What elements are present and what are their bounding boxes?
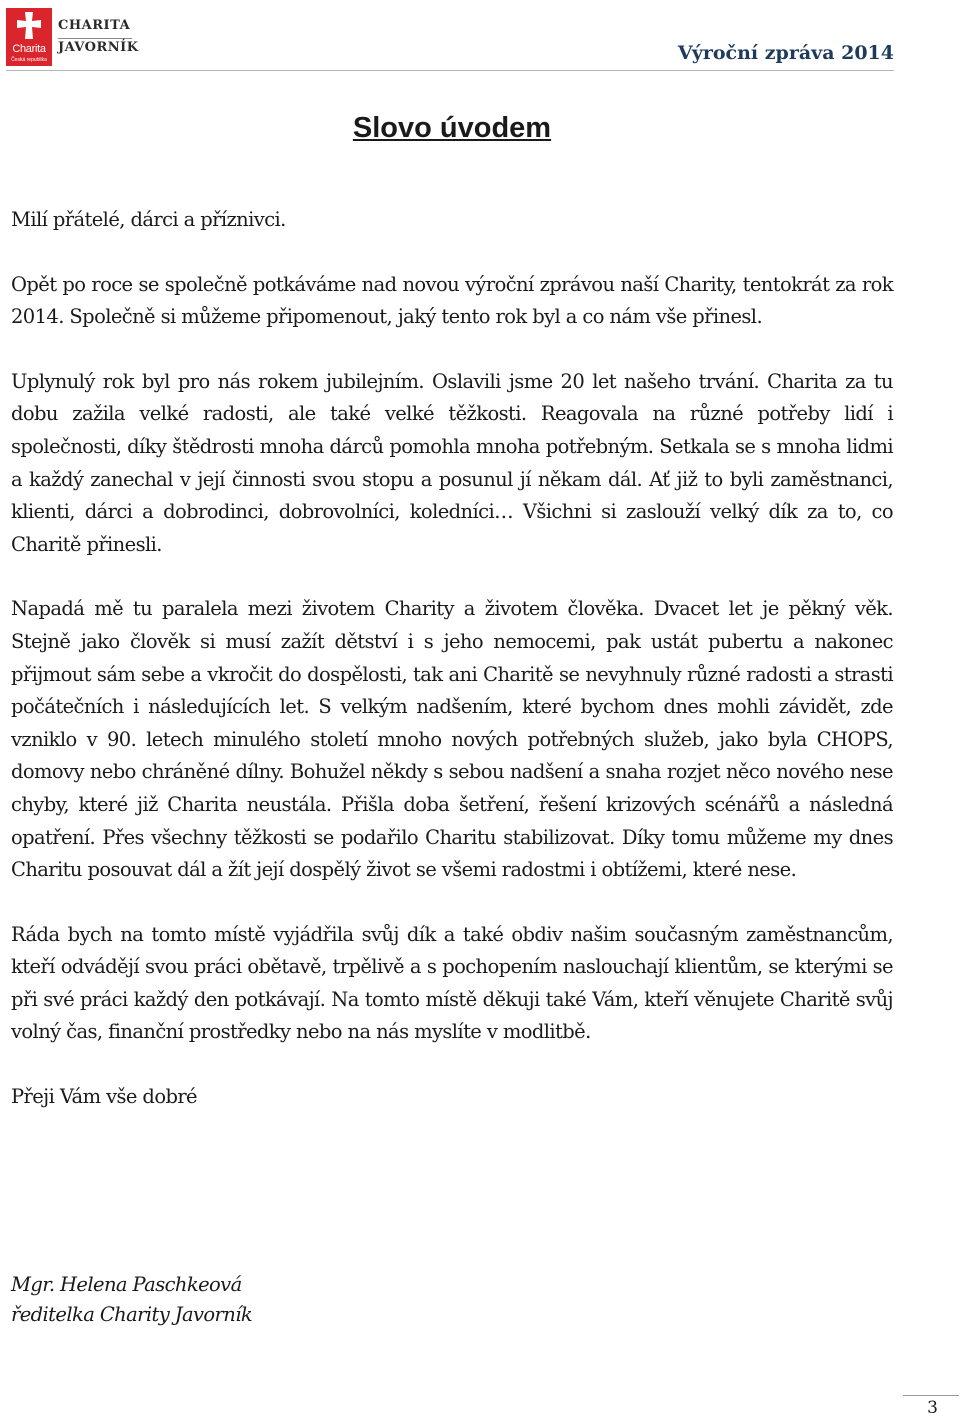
footer-divider (903, 1395, 959, 1396)
paragraph-1: Opět po roce se společně potkáváme nad novou výroční zprávou naší Charity, tentokrát za rok 2014. Společně si můžeme připomenout, jaký tento rok byl a co nám vše přinesl. (11, 272, 893, 329)
charita-logo (6, 8, 142, 68)
logo-divider (58, 38, 132, 39)
paragraph-4: Ráda bych na tomto místě vyjádřila svůj dík a také obdiv našim současným zaměstnancům, kteří odvádějí svou práci obětavě, trpělivě a s pochopením naslouchají klientům, se kterými se při své práci každý den potkávají. Na tomto místě děkuji také Vám, kteří věnujete Charitě svůj volný čas, finanční prostředky nebo na nás myslíte v modlitbě. (11, 922, 893, 1044)
page-title: Slovo úvodem (352, 112, 552, 144)
signature-block (11, 1270, 611, 1330)
paragraph-3: Napadá mě tu paralela mezi životem Charity a životem člověka. Dvacet let je pěkný věk. Stejně jako člověk si musí zažít dětství i s jeho nemocemi, pak ustát pubertu a nakonec přijmout sám sebe a vkročit do dospělosti, tak ani Charitě se nevyhnuly různé radosti a strasti počátečních i následujících let. S velkým nadšením, které bychom dnes mohli závidět, zde vzniklo v 90. letech minulého století mnoho nových potřebných služeb, jako byla CHOPS, domovy nebo chráněné dílny. Bohužel někdy s sebou nadšení a snaha rozjet něco nového nese chyby, které již Charita neustála. Přišla doba šetření, řešení krizových scénářů a následná opatření. Přes všechny těžkosti se podařilo Charitu stabilizovat. Díky tomu můžeme my dnes Charitu posouvat dál a žít její dospělý život se všemi radostmi i obtížemi, které nese. (11, 597, 893, 882)
signature-name: Mgr. Helena Paschkeová (11, 1273, 242, 1296)
report-title: Výroční zpráva 2014 (677, 42, 894, 64)
closing-line: Přeji Vám vše dobré (11, 1085, 197, 1109)
logo-name-line2: JAVORNÍK (58, 40, 139, 55)
header-divider (6, 70, 894, 71)
charita-cross-icon (6, 8, 52, 66)
letter-body (11, 204, 893, 1114)
logo-mark-subtitle: Česká republika (11, 57, 47, 63)
page-header (0, 0, 960, 80)
page-number: 3 (927, 1398, 938, 1418)
signature-role: ředitelka Charity Javorník (11, 1303, 253, 1326)
paragraph-2: Uplynulý rok byl pro nás rokem jubilejním. Oslavili jsme 20 let našeho trvání. Charita za tu dobu zažila velké radosti, ale také velké těžkosti. Reagovala na různé potřeby lidí i společnosti, díky štědrosti mnoha dárců pomohla mnoha potřebným. Setkala se s mnoha lidmi a každý zanechal v její činnosti svou stopu a posunul jí někam dál. Ať již to byli zaměstnanci, klienti, dárci a dobrodinci, dobrovolníci, koledníci… Všichni si zaslouží velký dík za to, co Charitě přinesli. (11, 369, 893, 556)
greeting: Milí přátelé, dárci a příznivci. (11, 208, 286, 231)
logo-name-line1: CHARITA (58, 18, 131, 33)
logo-mark-word: Charita (12, 43, 46, 55)
